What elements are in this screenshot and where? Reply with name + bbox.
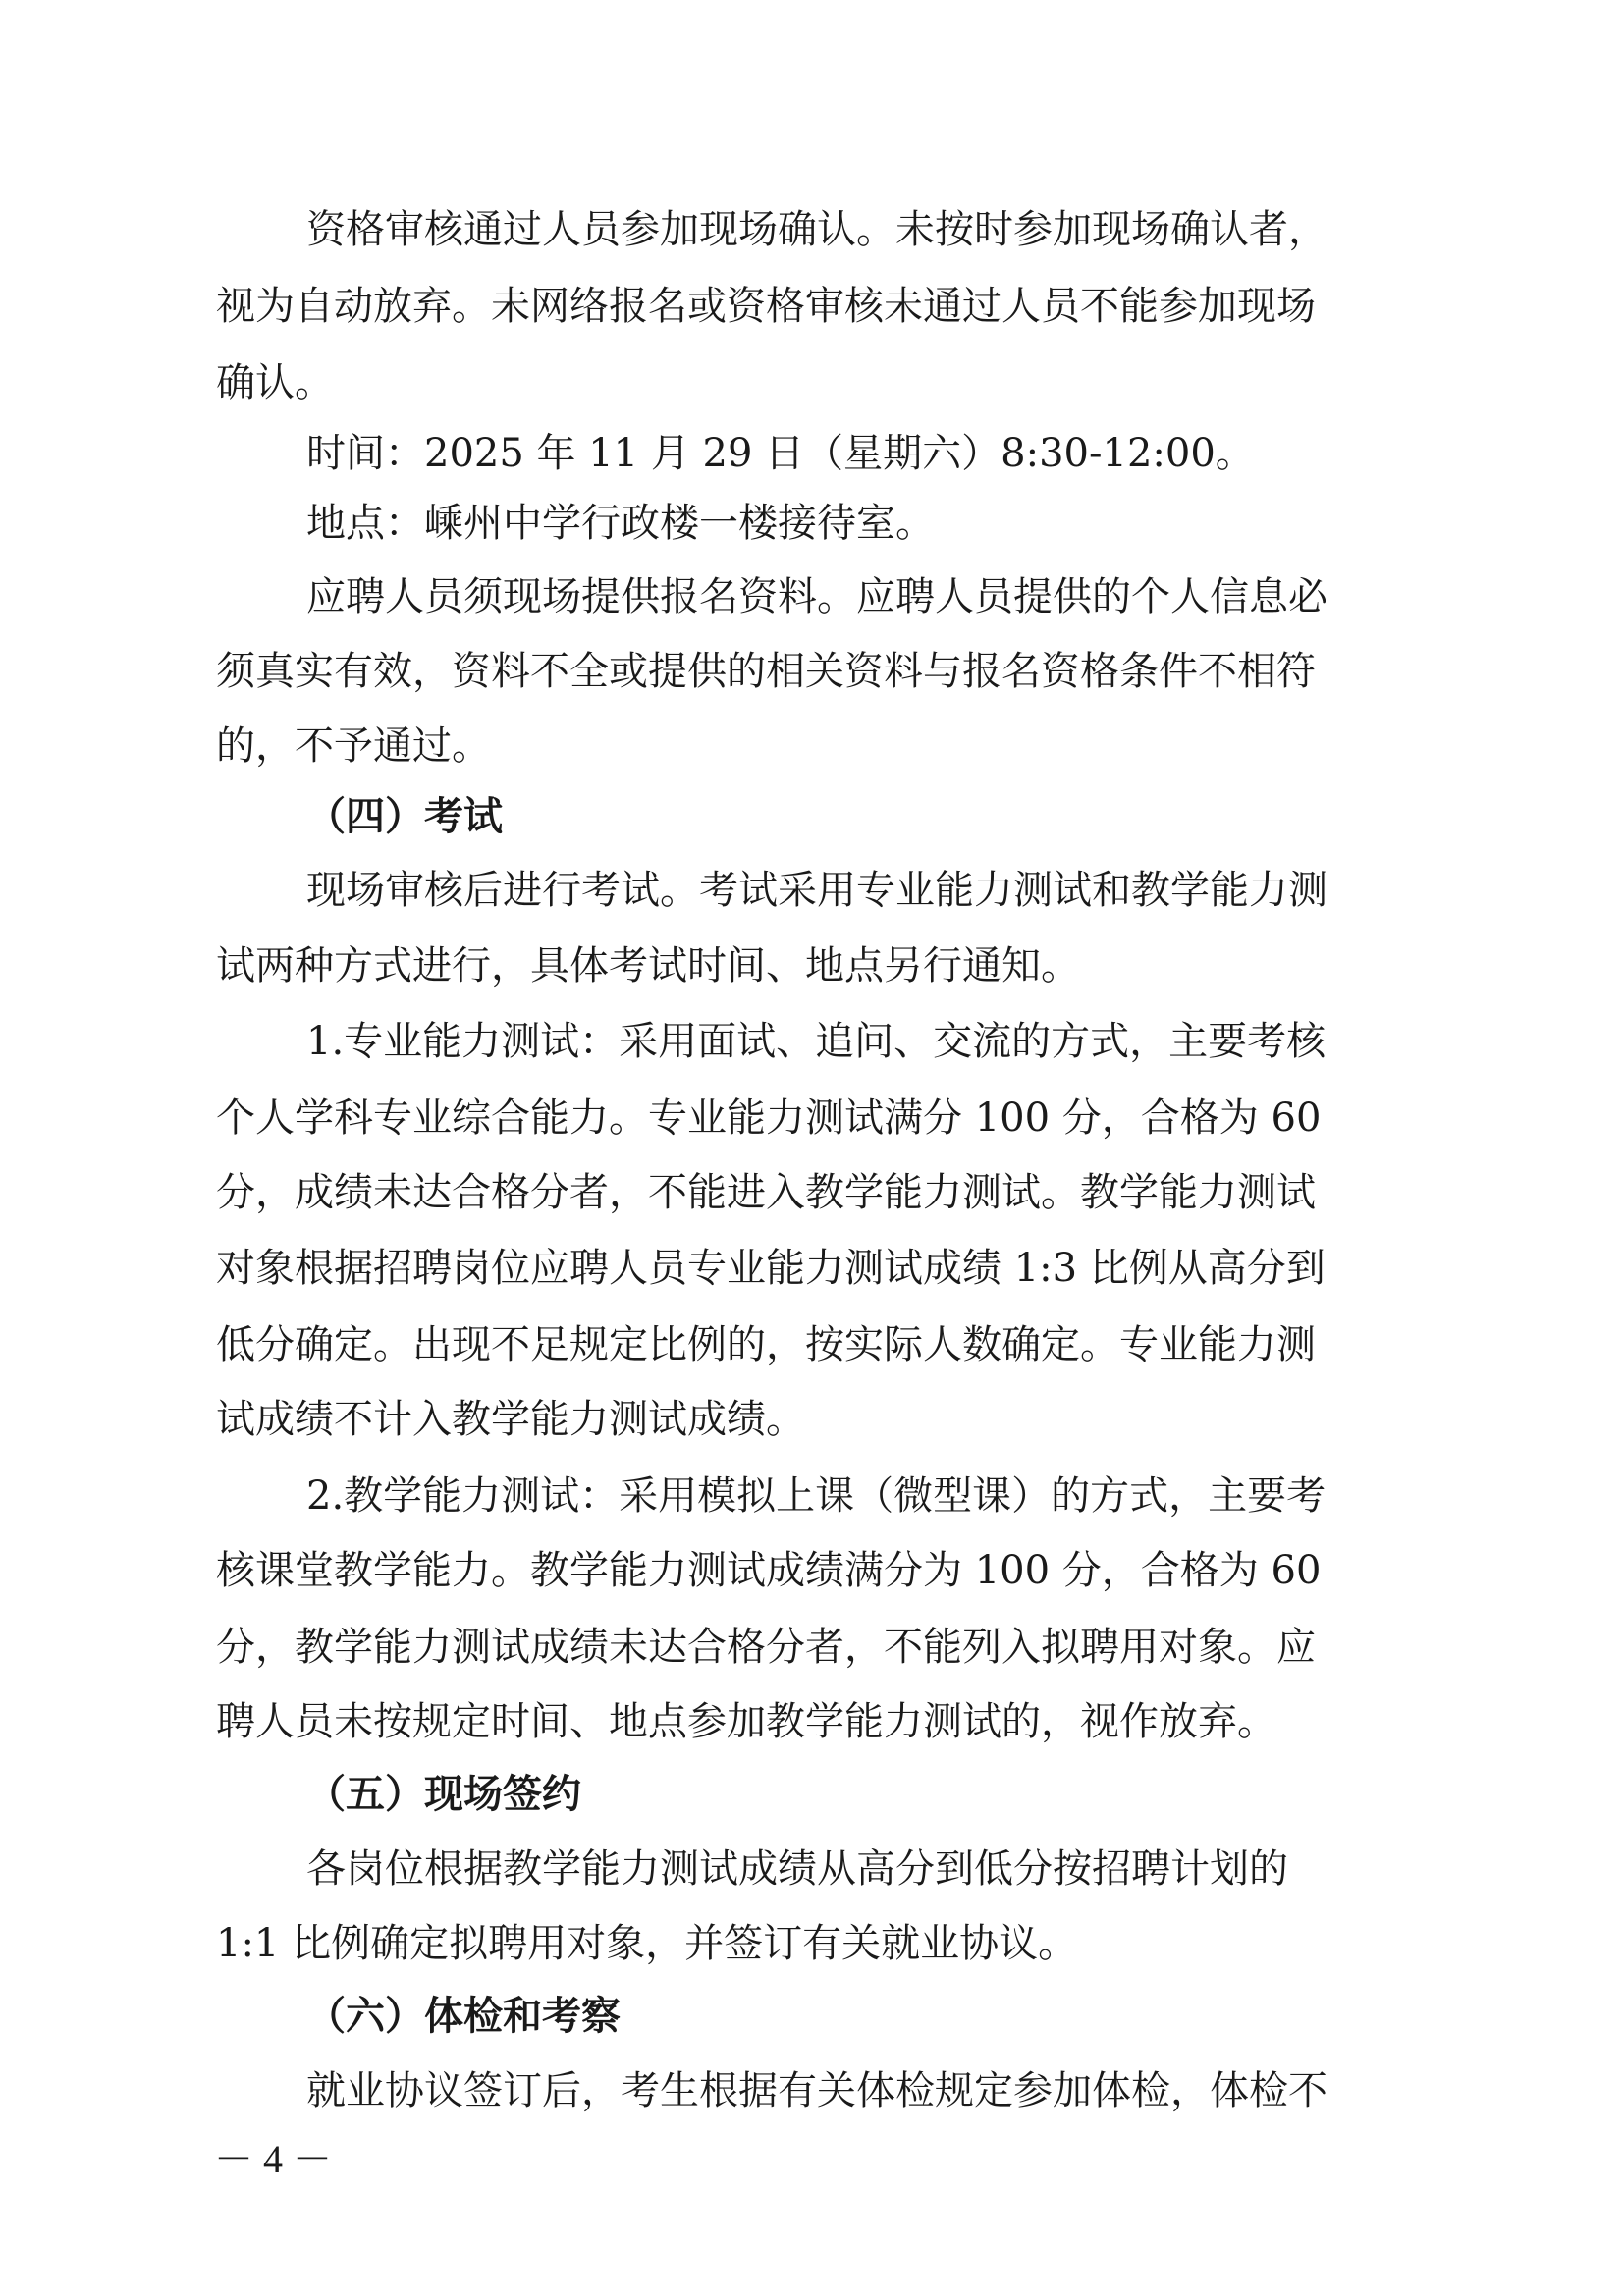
line-text: 1:1 比例确定拟聘用对象，并签订有关就业协议。 xyxy=(216,1921,1078,1966)
line-text: 2.教学能力测试：采用模拟上课（微型课）的方式，主要考 xyxy=(306,1473,1326,1519)
page-number: － 4 － xyxy=(214,2137,332,2181)
line-text: 须真实有效，资料不全或提供的相关资料与报名资格条件不相符 xyxy=(216,649,1316,694)
line-text: 1.专业能力测试：采用面试、追问、交流的方式，主要考核 xyxy=(306,1019,1326,1064)
line-text: 低分确定。出现不足规定比例的，按实际人数确定。专业能力测 xyxy=(216,1322,1316,1367)
line-text: 核课堂教学能力。教学能力测试成绩满分为 100 分，合格为 60 xyxy=(216,1548,1322,1593)
line-text: 的，不予通过。 xyxy=(216,723,491,769)
line-text: 个人学科专业综合能力。专业能力测试满分 100 分，合格为 60 xyxy=(216,1095,1322,1141)
line-text: 现场审核后进行考试。考试采用专业能力测试和教学能力测 xyxy=(306,868,1327,913)
line-text: 各岗位根据教学能力测试成绩从高分到低分按招聘计划的 xyxy=(306,1846,1288,1892)
line-text: 资格审核通过人员参加现场确认。未按时参加现场确认者， xyxy=(306,207,1327,252)
line-text: 应聘人员须现场提供报名资料。应聘人员提供的个人信息必 xyxy=(306,574,1327,619)
heading-text: （五）现场签约 xyxy=(306,1772,581,1817)
line-text: 分，教学能力测试成绩未达合格分者，不能列入拟聘用对象。应 xyxy=(216,1625,1316,1670)
line-text: 视为自动放弃。未网络报名或资格审核未通过人员不能参加现场 xyxy=(216,284,1316,329)
line-text: 时间：2025 年 11 月 29 日（星期六）8:30-12:00。 xyxy=(306,431,1255,476)
line-text: 试成绩不计入教学能力测试成绩。 xyxy=(216,1397,805,1442)
line-text: 确认。 xyxy=(216,360,334,405)
line-text: 分，成绩未达合格分者，不能进入教学能力测试。教学能力测试 xyxy=(216,1170,1316,1215)
line-text: 对象根据招聘岗位应聘人员专业能力测试成绩 1:3 比例从高分到 xyxy=(216,1246,1326,1291)
line-text: 地点：嵊州中学行政楼一楼接待室。 xyxy=(306,501,935,546)
line-text: 聘人员未按规定时间、地点参加教学能力测试的，视作放弃。 xyxy=(216,1699,1276,1744)
line-text: 就业协议签订后，考生根据有关体检规定参加体检，体检不 xyxy=(306,2068,1327,2113)
line-text: 试两种方式进行，具体考试时间、地点另行通知。 xyxy=(216,943,1080,988)
heading-text: （四）考试 xyxy=(306,794,503,839)
heading-text: （六）体检和考察 xyxy=(306,1994,621,2039)
